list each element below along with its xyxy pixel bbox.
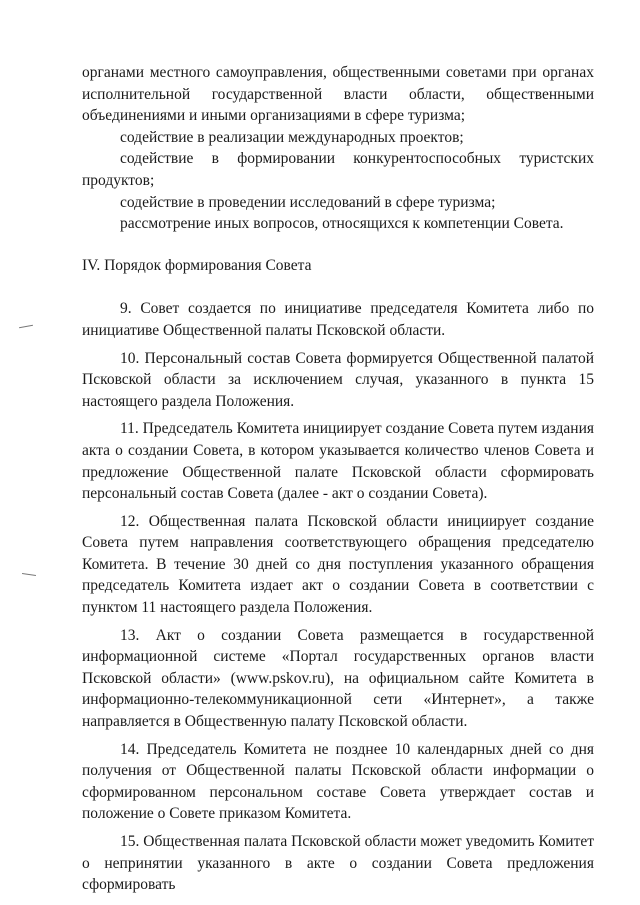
paragraph: содействие в реализации международных проектов;: [120, 128, 464, 146]
document-body: [82, 62, 594, 896]
paragraph: рассмотрение иных вопросов, относящихся к компетенции Совета.: [120, 215, 564, 233]
clause-14: 14. Председатель Комитета не позднее 10 календарных дней со дня получения от Общественной палаты Псковской области информации о сформированном персональном составе Совета утверждает состав и положение о Совете приказом Комитета.: [82, 740, 594, 823]
paragraph: органами местного самоуправления, общественными советами при органах исполнительной государственной власти области, общественными объединениями и иными организациями в сфере туризма;: [82, 64, 594, 125]
clause-11: 11. Председатель Комитета инициирует создание Совета путем издания акта о создании Совета, в котором указывается количество членов Совета и предложение Общественной палате Псковской области сформировать персональный состав Совета (далее - акт о создании Совета).: [82, 420, 595, 503]
paragraph: содействие в проведении исследований в сфере туризма;: [120, 193, 496, 211]
clause-12: 12. Общественная палата Псковской области инициирует создание Совета путем направления соответствующего обращения председателю Комитета. В течение 30 дней со дня поступления указанного обращения председатель Комитета издает акт о создании Совета в соответствии с пунктом 11 настоящего раздела Положения.: [82, 512, 594, 617]
clause-15: 15. Общественная палата Псковской области может уведомить Комитет о непринятии указанного в акте о создании Совета предложения сформировать: [82, 833, 594, 894]
clause-13: 13. Акт о создании Совета размещается в государственной информационной системе «Портал государственных органов власти Псковской области» (www.pskov.ru), на официальном сайте Комитета в информационно-телекоммуникационной сети «Интернет», а также направляется в Общественную палату Псковской области.: [82, 626, 594, 731]
clause-9: 9. Совет создается по инициативе председателя Комитета либо по инициативе Общественной палаты Псковской области.: [82, 300, 594, 339]
paragraph: содействие в формировании конкурентоспособных туристских продуктов;: [82, 150, 594, 189]
margin-mark: [22, 573, 36, 576]
section-heading: IV. Порядок формирования Совета: [82, 256, 312, 274]
clause-10: 10. Персональный состав Совета формируется Общественной палатой Псковской области за исключением случая, указанного в пункта 15 настоящего раздела Положения.: [82, 349, 594, 410]
margin-mark: [19, 325, 33, 328]
